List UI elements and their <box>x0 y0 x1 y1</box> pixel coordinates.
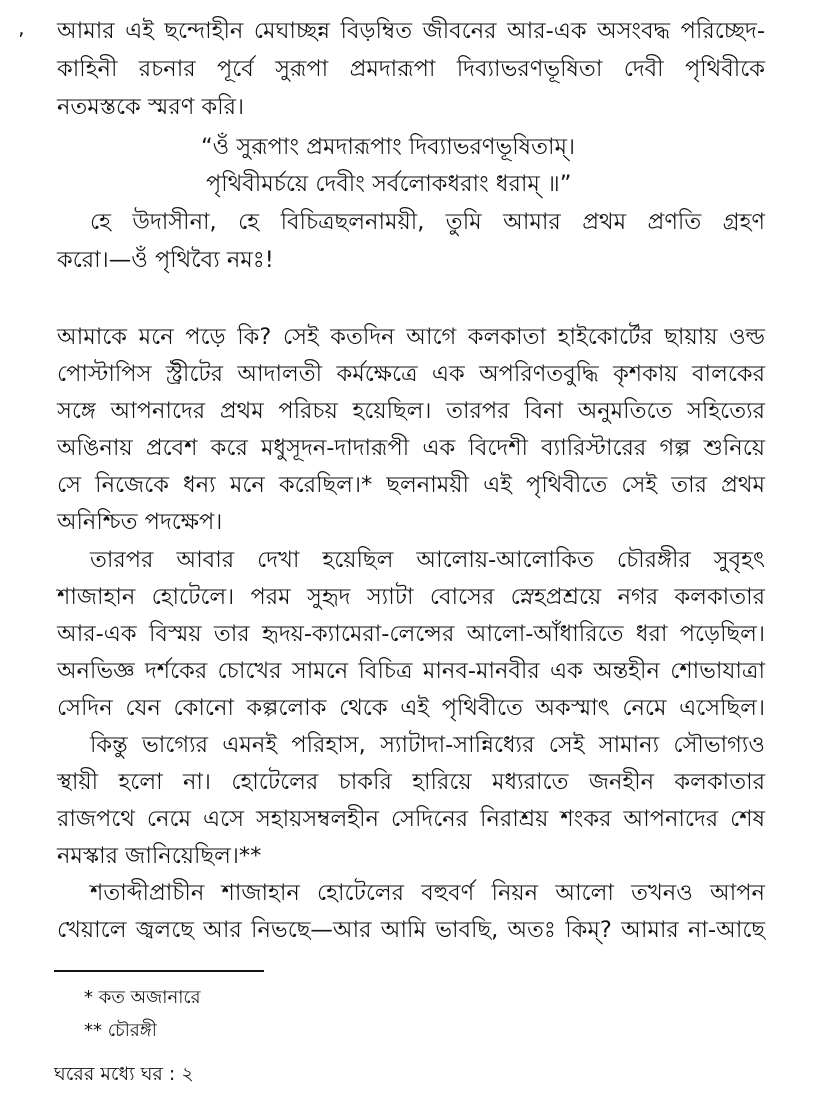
text-line: কিন্তু ভাগ্যের এমনই পরিহাস, স্যাটাদা-সান্নিধ্যের সেই সামান্য সৌভাগ্যও <box>90 732 765 758</box>
text-line: শাজাহান হোটেলে। পরম সুহৃদ স্যাটা বোসের স্নেহপ্রশ্রয়ে নগর কলকাতার <box>57 584 765 610</box>
text-line: আমাকে মনে পড়ে কি? সেই কতদিন আগে কলকাতা হাইকোর্টের ছায়ায় ওল্ড <box>57 324 765 350</box>
text-line: আমার এই ছন্দোহীন মেঘাচ্ছন্ন বিড়ম্বিত জীবনের আর-এক অসংবদ্ধ পরিচ্ছেদ- <box>57 18 765 44</box>
text-line: আর-এক বিস্ময় তার হৃদয়-ক্যামেরা-লেন্সের আলো-আঁধারিতে ধরা পড়েছিল। <box>57 621 765 647</box>
verse-line: পৃথিবীমর্চয়ে দেবীং সর্বলোকধরাং ধরাম্ ॥” <box>206 171 572 197</box>
text-line: সঙ্গে আপনাদের প্রথম পরিচয় হয়েছিল। তারপর বিনা অনুমতিতে সহিত্যের <box>57 398 765 424</box>
text-line: সে নিজেকে ধন্য মনে করেছিল।* ছলনাময়ী এই পৃথিবীতে সেই তার প্রথম <box>57 472 765 498</box>
text-line: তারপর আবার দেখা হয়েছিল আলোয়-আলোকিত চৌরঙ্গীর সুবৃহৎ <box>90 547 765 573</box>
text-line: অনভিজ্ঞ দর্শকের চোখের সামনে বিচিত্র মানব-মানবীর এক অন্তহীন শোভাযাত্রা <box>57 658 765 684</box>
text-line: খেয়ালে জ্বলছে আর নিভছে—আর আমি ভাবছি, অতঃ কিম্? আমার না-আছে <box>57 917 765 943</box>
margin-mark: ʼ <box>18 28 25 52</box>
footnote-divider <box>54 970 264 972</box>
text-line: করো।—ওঁ পৃথিব্যৈ নমঃ! <box>57 247 274 273</box>
text-line: শতাব্দীপ্রাচীন শাজাহান হোটেলের বহুবর্ণ নিয়ন আলো তখনও আপন <box>90 880 765 906</box>
footnote: * কত অজানারে <box>84 987 201 1008</box>
text-line: হে উদাসীনা, হে বিচিত্রছলনাময়ী, তুমি আমার প্রথম প্রণতি গ্রহণ <box>90 209 765 235</box>
text-line: নতমস্তকে স্মরণ করি। <box>57 94 245 120</box>
footnote: ** চৌরঙ্গী <box>84 1020 157 1041</box>
text-line: অনিশ্চিত পদক্ষেপ। <box>57 509 223 535</box>
text-line: পোস্টাপিস স্ট্রীটের আদালতী কর্মক্ষেত্রে এক অপরিণতবুদ্ধি কৃশকায় বালকের <box>57 361 765 387</box>
text-line: স্থায়ী হলো না। হোটেলের চাকরি হারিয়ে মধ্যরাতে জনহীন কলকাতার <box>57 769 765 795</box>
verse-line: “ওঁ সুরূপাং প্রমদারূপাং দিব্যাভরণভূষিতাম্। <box>201 134 576 160</box>
text-line: রাজপথে নেমে এসে সহায়সম্বলহীন সেদিনের নিরাশ্রয় শংকর আপনাদের শেষ <box>57 806 765 832</box>
text-line: সেদিন যেন কোনো কল্পলোক থেকে এই পৃথিবীতে অকস্মাৎ নেমে এসেছিল। <box>57 695 765 721</box>
text-line: কাহিনী রচনার পূর্বে সুরূপা প্রমদারূপা দিব্যাভরণভূষিতা দেবী পৃথিবীকে <box>57 56 765 82</box>
page-footer: ঘরের মধ্যে ঘর : ২ <box>54 1063 194 1085</box>
text-line: নমস্কার জানিয়েছিল।** <box>57 843 262 869</box>
text-line: অঙিনায় প্রবেশ করে মধুসূদন-দাদারূপী এক বিদেশী ব্যারিস্টারের গল্প শুনিয়ে <box>57 435 765 461</box>
